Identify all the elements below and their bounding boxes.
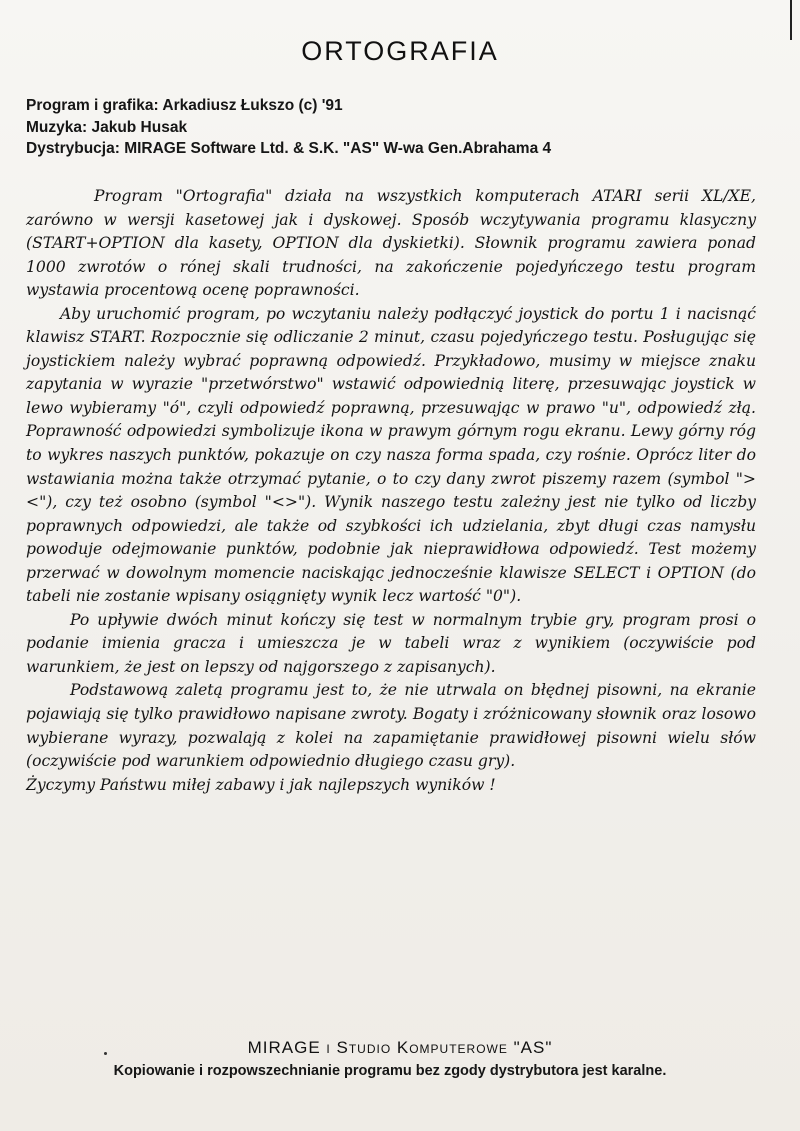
credit-program-graphics: Program i grafika: Arkadiusz Łukszo (c) '91 [26, 97, 343, 114]
scan-edge-mark [790, 0, 792, 40]
copyright-notice: Kopiowanie i rozpowszechnianie programu bez zgody dystrybutora jest karalne. [113, 1063, 667, 1079]
footer-brand: MIRAGE i Studio Komputerowe "AS" [247, 1038, 553, 1057]
paragraph-highscore: Po upływie dwóch minut kończy się test w normalnym trybie gry, program prosi o podanie imienia gracza i umieszcza je w tabeli wraz z wynikiem (oczywiście pod warunkiem, że jest on lepszy od najgorszego z zapisanych). [26, 610, 756, 676]
credit-distribution: Dystrybucja: MIRAGE Software Ltd. & S.K. "AS" W-wa Gen.Abrahama 4 [26, 140, 552, 157]
paragraph-advantages: Podstawową zaletą programu jest to, że nie utrwala on błędnej pisowni, na ekranie pojawiają się tylko prawidłowo napisane zwroty. Bogaty i zróżnicowany słownik oraz losowo wybierane wyrazy, pozwalają z kolei na zapamiętanie prawidłowej pisowni wielu słów (oczywiście pod warunkiem odpowiednio długiego czasu gry). [26, 681, 756, 771]
paragraph-wishes: Życzymy Państwu miłej zabawy i jak najlepszych wyników ! [26, 775, 496, 794]
credit-music: Muzyka: Jakub Husak [26, 118, 188, 136]
paragraph-gameplay: Aby uruchomić program, po wczytaniu należy podłączyć joystick do portu 1 i nacisnąć klawisz START. Rozpocznie się odliczanie 2 minut, czasu pojedyńczego testu. Posługując się joystickiem należy wybrać poprawną odpowiedź. Przykładowo, musimy w miejsce znaku zapytania w wyrazie "przetwórstwo" wstawić odpowiednią literę, przesuwając joystick w lewo wybieramy "ó", czyli odpowiedź poprawną, przesuwając w prawo "u", odpowiedź złą. Poprawność odpowiedzi symbolizuje ikona w prawym górnym rogu ekranu. Lewy górny róg to wykres naszych punktów, pokazuje on czy nasza forma spada, czy rośnie. Oprócz liter do wstawiania można także otrzymać pytanie, o to czy dany zwrot piszemy razem (symbol "><"), czy też osobno (symbol "<>"). Wynik naszego testu zależny jest nie tylko od liczby poprawnych odpowiedzi, ale także od szybkości ich udzielania, zbyt długi czas namysłu powoduje odejmowanie punktów, podobnie jak nieprawidłowa odpowiedź. Test możemy przerwać w dowolnym momencie naciskając jednocześnie klawisze SELECT i OPTION (do tabeli nie zostanie wpisany osiągnięty wynik lecz wartość "0"). [26, 304, 756, 606]
credits-block [26, 95, 766, 160]
paragraph-intro: Program "Ortografia" działa na wszystkich komputerach ATARI serii XL/XE, zarówno w wersji kasetowej jak i dyskowej. Sposób wczytywania programu klasyczny (START+OPTION dla kasety, OPTION dla dyskietki). Słownik programu zawiera ponad 1000 zwrotów o rónej skali trudności, na zakończenie pojedyńczego testu program wystawia procentową ocenę poprawności. [26, 187, 756, 300]
document-title: ORTOGRAFIA [301, 36, 499, 66]
description-body [26, 185, 756, 797]
